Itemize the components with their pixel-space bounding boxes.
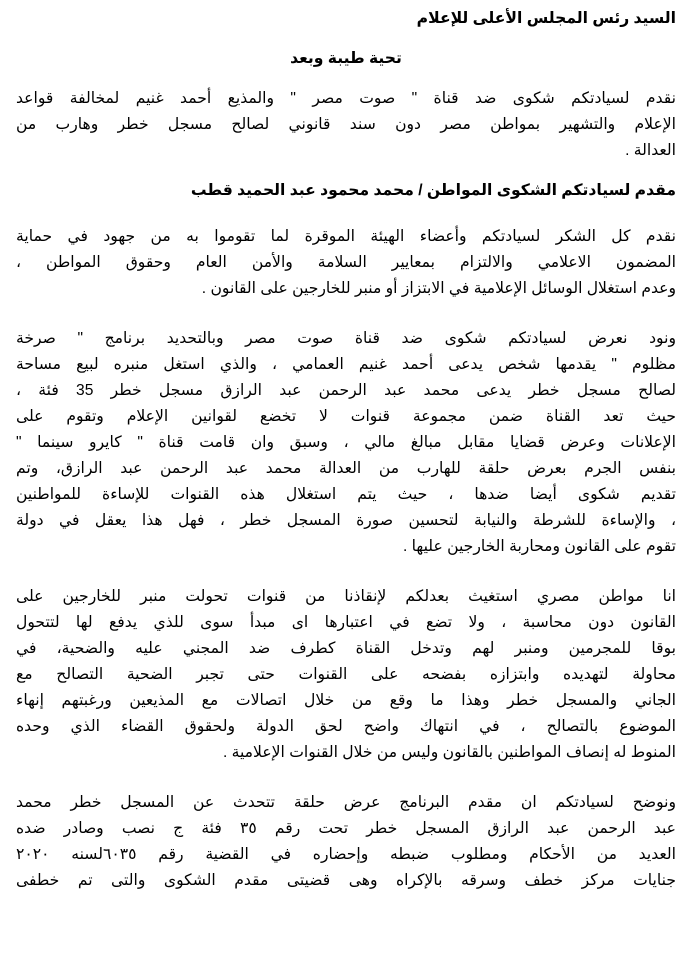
text-line: لصالح مسجل خطر يدعى محمد عبد الرحمن عبد الرازق مسجل خطر 35 فئة ، — [16, 382, 676, 399]
intro-paragraph — [16, 86, 676, 164]
text-line: محاولة لتهديده وابتزازه بفضحه على القنوات حتى تجبر الضحية التصالح مع — [16, 666, 676, 683]
greeting-line: تحية طيبة وبعد — [290, 50, 402, 67]
text-line: الإعلانات وعرض قضايا مقابل مبالغ مالي ، وسبق وان قامت قناة " كايرو سينما " — [16, 434, 676, 451]
submitter-line: مقدم لسيادتكم الشكوى المواطن / محمد محمود عبد الحميد قطب — [190, 182, 676, 199]
text-line: مظلوم " يقدمها شخص يدعى أحمد غنيم العمامي ، والذي استغل منبره لبيع مساحة — [16, 356, 676, 373]
paragraph-details — [16, 790, 676, 894]
text-line: الجاني والمسجل خطر وهذا ما وقع من خلال اتصالات مع المذيعين ورغبتهم إنهاء — [16, 692, 676, 709]
text-line: عبد الرحمن عبد الرازق المسجل خطر تحت رقم ٣٥ فئة ج نصب وصادر ضده — [16, 820, 676, 837]
text-line: بنفس الجرم بعرض حلقة للهارب من العدالة محمد عبد الرحمن عبد الرازق، وتم — [16, 460, 676, 477]
text-line: نقدم كل الشكر لسيادتكم وأعضاء الهيئة الموقرة لما تقوموا به من جهود في حماية — [16, 228, 676, 245]
text-line: المنوط له إنصاف المواطنين بالقانون وليس من خلال القنوات الإعلامية . — [222, 744, 676, 761]
text-line: تقديم شكوى أيضا ضدها ، حيث يتم استغلال هذه القنوات للإساءة للمواطنين — [16, 486, 676, 503]
addressee-line: السيد رئس المجلس الأعلى للإعلام — [416, 10, 676, 27]
text-line: الإعلام والتشهير بمواطن مصر دون سند قانوني لصالح مسجل خطر وهارب من — [16, 116, 676, 133]
text-line: المضمون الاعلامي والالتزام بمعايير السلامة والأمن العام وحقوق المواطن ، — [16, 254, 676, 271]
text-line: العدالة . — [625, 142, 676, 159]
paragraph-appeal — [16, 584, 676, 766]
paragraph-thanks — [16, 224, 676, 302]
text-line: ، والإساءة للشرطة والنيابة لتحسين صورة المسجل خطر ، فهل هذا يعقل في دولة — [16, 512, 676, 529]
text-line: ونوضح لسيادتكم ان مقدم البرنامج عرض حلقة تتحدث عن المسجل خطر محمد — [16, 794, 676, 811]
text-line: بوقا للمجرمين ومنبر لهم وتدخل القناة كطرف ضد المجني عليه والضحية، في — [16, 640, 676, 657]
text-line: القانون دون محاسبة ، ولا تضع في اعتبارها اى مبدأ سوى للذي يدفع لها لتتحول — [16, 614, 676, 631]
text-line: حيث تعد القناة ضمن مجموعة قنوات لا تخضع لقوانين الإعلام وتقوم على — [16, 408, 676, 425]
text-line: ونود نعرض لسيادتكم شكوى ضد قناة صوت مصر وبالتحديد برنامج " صرخة — [16, 330, 676, 347]
text-line: تقوم على القانون ومحاربة الخارجين عليها . — [403, 538, 676, 555]
text-line: جنايات مركز خطف وسرقه بالإكراه وهى قضيتى مقدم الشكوى والتى تم خطفى — [16, 872, 676, 889]
text-line: وعدم استغلال الوسائل الإعلامية في الابتزاز أو منبر للخارجين على القانون . — [201, 280, 676, 297]
paragraph-complaint — [16, 326, 676, 560]
text-line: انا مواطن مصري استغيث بعدلكم لإنقاذنا من قنوات تحولت منبر للخارجين على — [16, 588, 676, 605]
text-line: نقدم لسيادتكم شكوى ضد قناة " صوت مصر " والمذيع أحمد غنيم لمخالفة قواعد — [16, 90, 676, 107]
text-line: العديد من الأحكام ومطلوب ضبطه وإحضاره في القضية رقم ٦٠٣٥لسنه ٢٠٢٠ — [16, 846, 676, 863]
text-line: الموضوع بالتصالح ، في انتهاك واضح لحق الدولة ولحقوق القضاء الذي وحده — [16, 718, 676, 735]
